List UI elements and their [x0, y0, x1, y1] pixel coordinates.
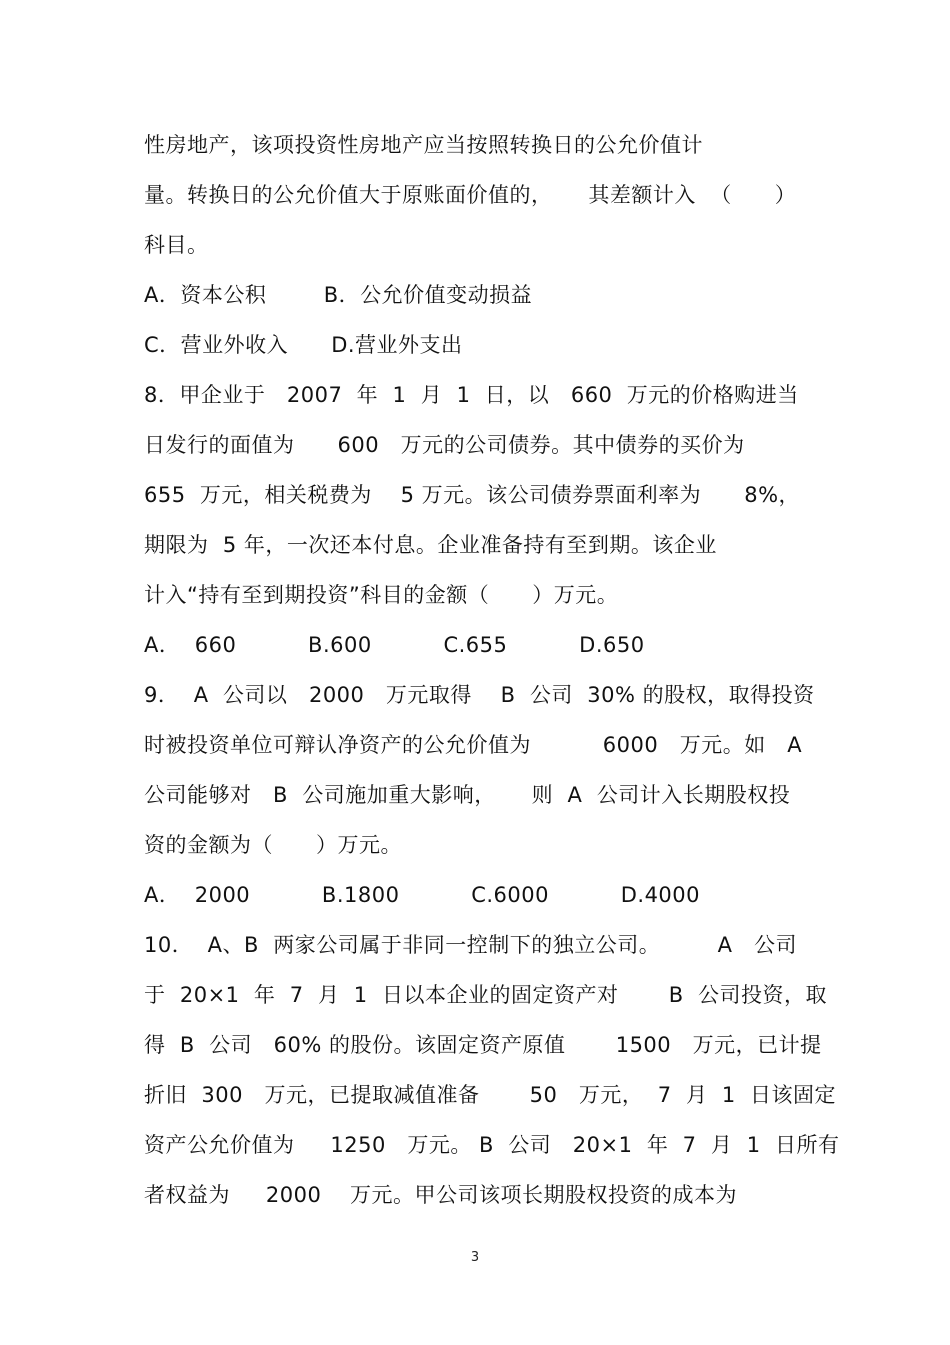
- text-line: 日发行的面值为 600 万元的公司债券。其中债券的买价为: [144, 433, 745, 457]
- page-number: 3: [470, 1250, 480, 1265]
- text-line: 期限为 5 年，一次还本付息。企业准备持有至到期。该企业: [144, 533, 717, 557]
- option-line: C．营业外收入 D.营业外支出: [144, 333, 463, 357]
- text-line: 公司能够对 B 公司施加重大影响， 则 A 公司计入长期股权投: [144, 783, 791, 807]
- text-line: 计入“持有至到期投资”科目的金额（ ）万元。: [144, 583, 619, 607]
- question-8: 8．甲企业于 2007 年 1 月 1 日，以 660 万元的价格购进当: [144, 383, 799, 407]
- text-line: 得 B 公司 60% 的股份。该固定资产原值 1500 万元，已计提: [144, 1033, 822, 1057]
- text-line: 资的金额为（ ）万元。: [144, 833, 403, 857]
- text-line: 资产公允价值为 1250 万元。 B 公司 20×1 年 7 月 1 日所有: [144, 1133, 840, 1157]
- text-line: 量。转换日的公允价值大于原账面价值的， 其差额计入 （ ）: [144, 183, 797, 207]
- text-line: 科目。: [144, 233, 209, 257]
- option-line: A． 2000 B.1800 C.6000 D.4000: [144, 883, 701, 907]
- text-line: 655 万元，相关税费为 5 万元。该公司债券票面利率为 8%，: [144, 483, 801, 507]
- text-line: 折旧 300 万元，已提取减值准备 50 万元， 7 月 1 日该固定: [144, 1083, 837, 1107]
- option-line: A． 660 B.600 C.655 D.650: [144, 633, 645, 657]
- question-10: 10． A、B 两家公司属于非同一控制下的独立公司。 A 公司: [144, 933, 797, 957]
- text-line: 时被投资单位可辩认净资产的公允价值为 6000 万元。如 A: [144, 733, 803, 757]
- text-line: 者权益为 2000 万元。甲公司该项长期股权投资的成本为: [144, 1183, 738, 1207]
- option-line: A．资本公积 B．公允价值变动损益: [144, 283, 533, 307]
- text-line: 性房地产，该项投资性房地产应当按照转换日的公允价值计: [144, 133, 703, 157]
- question-9: 9． A 公司以 2000 万元取得 B 公司 30% 的股权，取得投资: [144, 683, 815, 707]
- text-line: 于 20×1 年 7 月 1 日以本企业的固定资产对 B 公司投资，取: [144, 983, 827, 1007]
